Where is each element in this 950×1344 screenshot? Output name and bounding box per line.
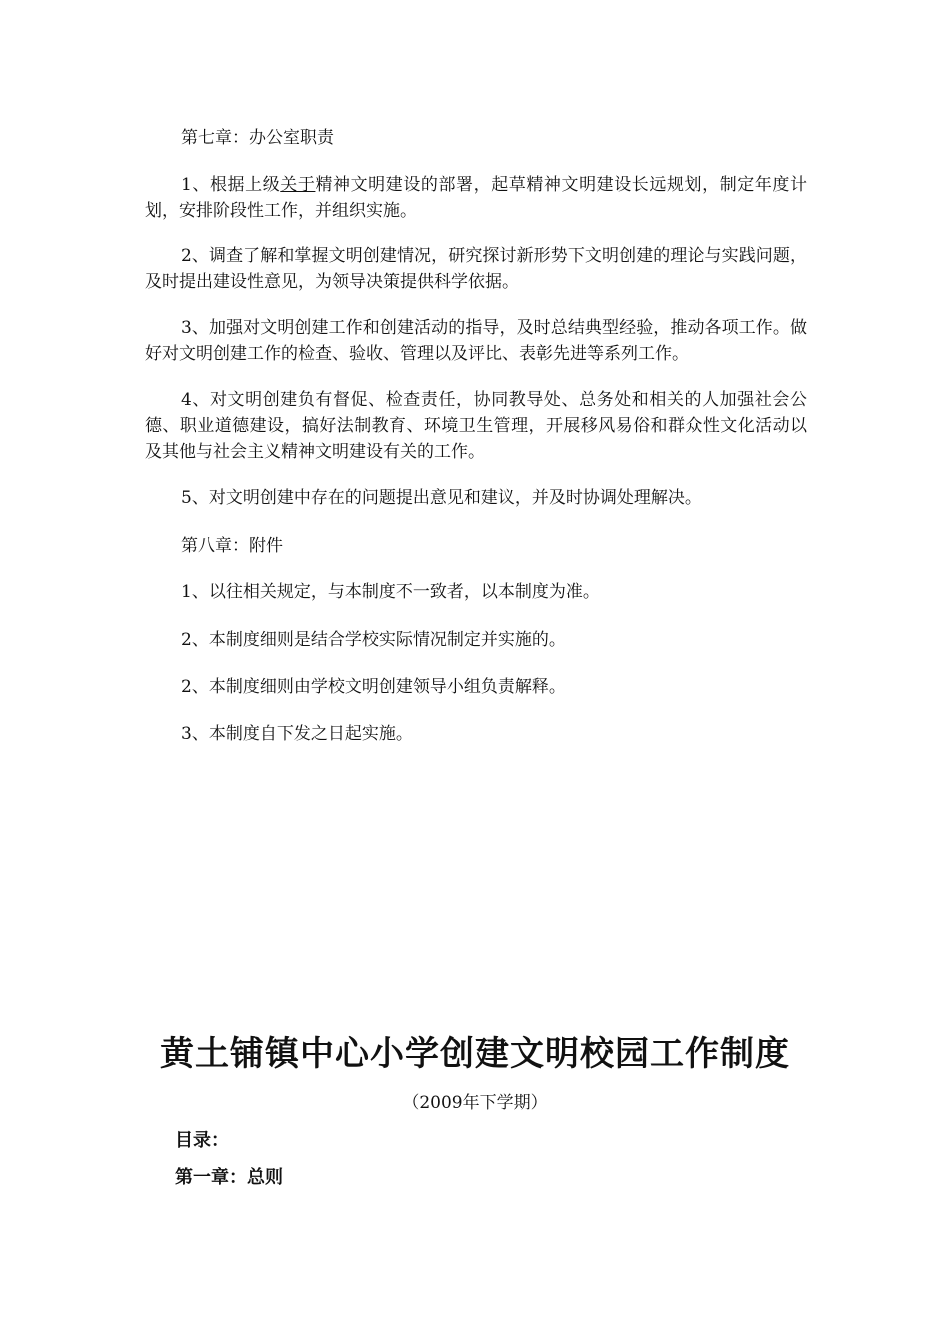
chapter7-heading: 第七章：办公室职责 [181, 128, 334, 148]
item1-text-start: 1、根据上级 [181, 175, 281, 195]
toc-label: 目录： [175, 1130, 229, 1151]
chapter8-heading: 第八章：附件 [181, 536, 283, 556]
chapter8-item-2a: 2、本制度细则是结合学校实际情况制定并实施的。 [181, 630, 566, 650]
item1-text-end: 精神文明建设的部署，起草精神文明建设长远规划，制定年度计划，安排阶段性工作，并组织实施。 [145, 175, 807, 221]
chapter8-item-1: 1、以往相关规定，与本制度不一致者，以本制度为准。 [181, 582, 600, 602]
chapter7-item-1 [145, 172, 807, 224]
document-subtitle: （2009年下学期） [402, 1093, 548, 1113]
underlined-word: 关于 [280, 175, 316, 195]
chapter8-item-2b: 2、本制度细则由学校文明创建领导小组负责解释。 [181, 677, 566, 697]
chapter1-heading: 第一章：总则 [175, 1167, 283, 1188]
document-title: 黄土铺镇中心小学创建文明校园工作制度 [160, 1034, 790, 1074]
chapter7-item-4: 4、对文明创建负有督促、检查责任，协同教导处、总务处和相关的人加强社会公德、职业道德建设，搞好法制教育、环境卫生管理，开展移风易俗和群众性文化活动以及其他与社会主义精神文明建设有关的工作。 [145, 390, 807, 462]
chapter7-item-5: 5、对文明创建中存在的问题提出意见和建议，并及时协调处理解决。 [181, 488, 702, 508]
chapter7-item-3: 3、加强对文明创建工作和创建活动的指导，及时总结典型经验，推动各项工作。做好对文明创建工作的检查、验收、管理以及评比、表彰先进等系列工作。 [145, 318, 807, 364]
chapter8-item-3: 3、本制度自下发之日起实施。 [181, 724, 413, 744]
chapter7-item-2: 2、调查了解和掌握文明创建情况，研究探讨新形势下文明创建的理论与实践问题，及时提出建设性意见，为领导决策提供科学依据。 [145, 246, 807, 292]
